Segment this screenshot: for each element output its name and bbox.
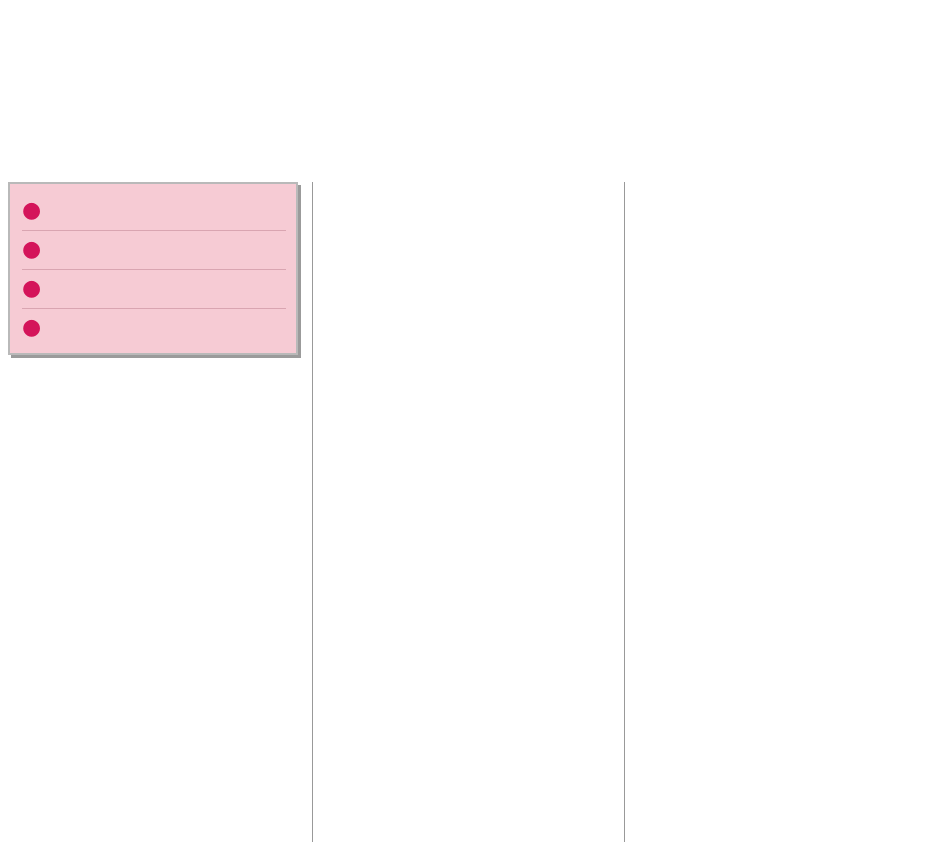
column-1: [8, 182, 306, 363]
column-3: [630, 182, 930, 190]
column-divider: [312, 182, 313, 842]
column-2: [318, 182, 620, 190]
highlight-item: [22, 270, 286, 309]
bullet-icon: ●: [22, 315, 42, 340]
bullet-icon: ●: [22, 198, 42, 223]
bullet-icon: ●: [22, 237, 42, 262]
highlight-item: [22, 192, 286, 231]
bullet-icon: ●: [22, 276, 42, 301]
column-divider: [624, 182, 625, 842]
headline: [0, 0, 938, 170]
highlight-item: [22, 231, 286, 270]
highlight-box: [8, 182, 298, 355]
highlight-item: [22, 309, 286, 347]
